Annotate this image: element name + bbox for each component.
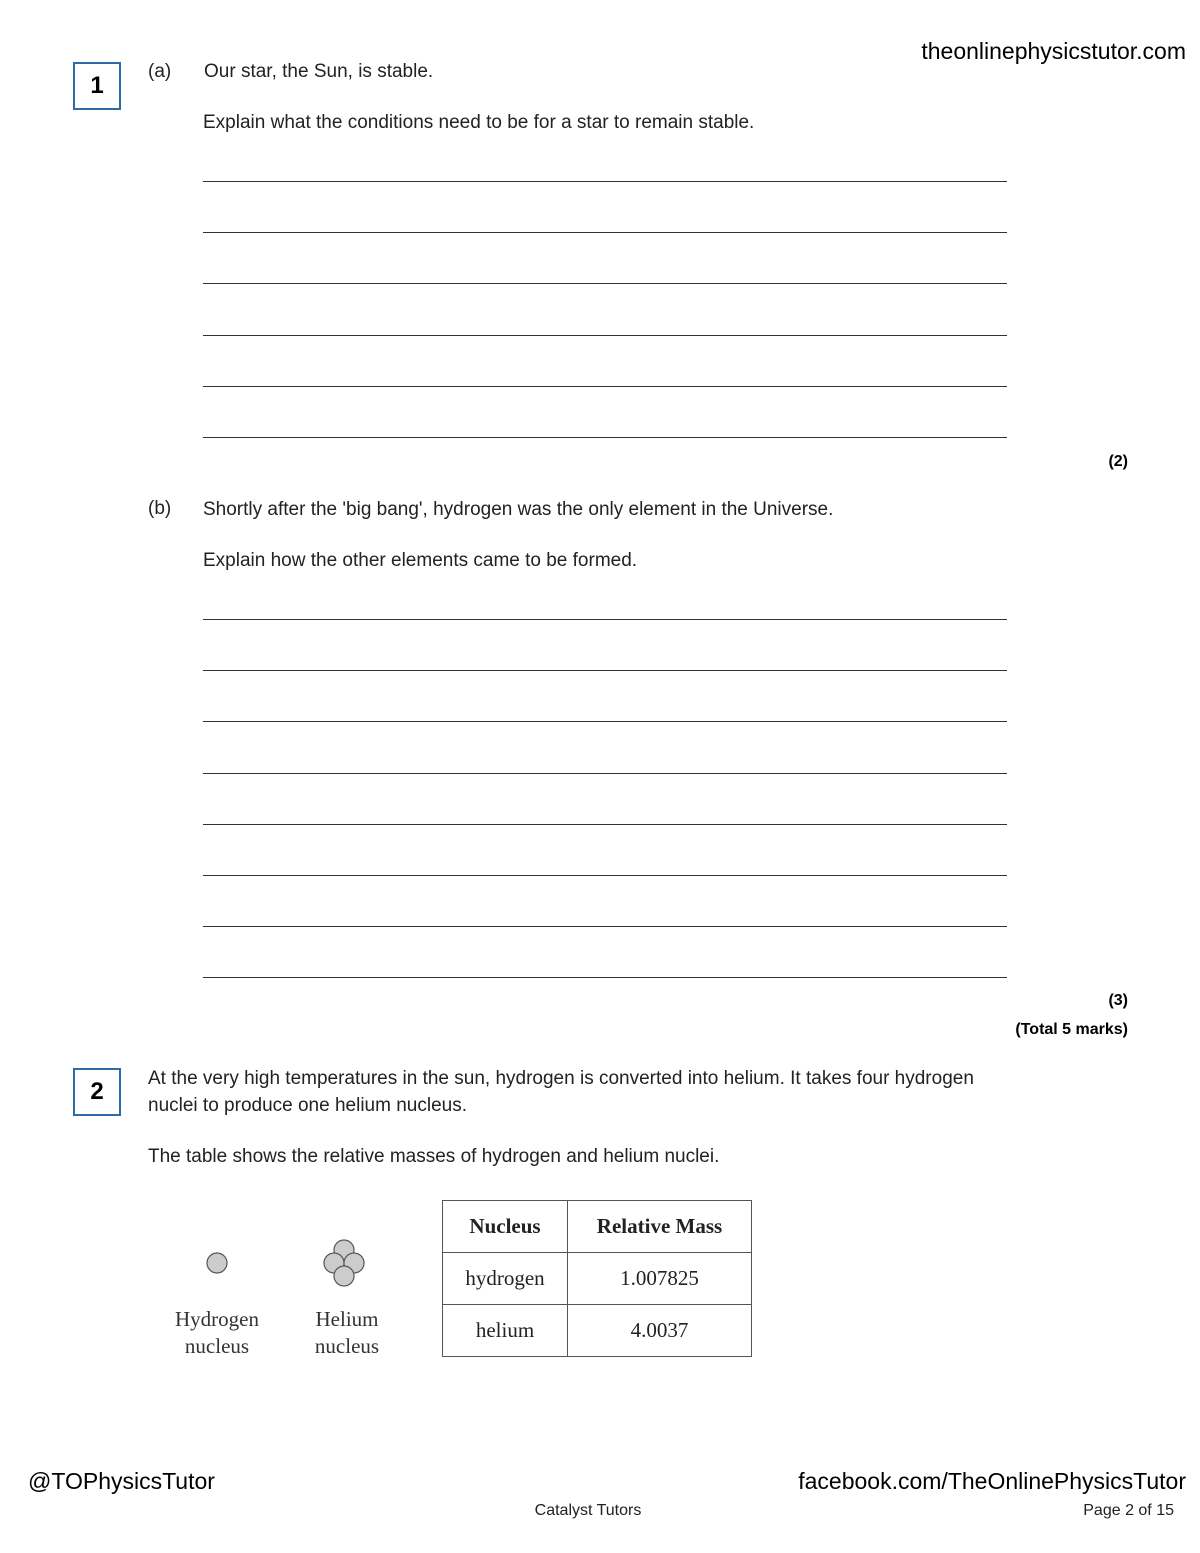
footer-brand: Catalyst Tutors xyxy=(534,1502,642,1519)
table-cell-nucleus: helium xyxy=(443,1305,568,1357)
part-b-marks: (3) xyxy=(1108,992,1128,1009)
facebook-url: facebook.com/TheOnlinePhysicsTutor xyxy=(798,1468,1186,1494)
part-b-prompt: Explain how the other elements came to be formed. xyxy=(203,550,638,571)
column-header-relative-mass: Relative Mass xyxy=(568,1201,752,1253)
question-number-2: 2 xyxy=(73,1068,121,1116)
answer-line-a1[interactable] xyxy=(203,181,1007,182)
relative-mass-table xyxy=(442,1200,752,1357)
answer-line-b4[interactable] xyxy=(203,773,1007,774)
site-url: theonlinephysicstutor.com xyxy=(921,38,1186,64)
answer-line-b8[interactable] xyxy=(203,977,1007,978)
hydrogen-nucleus-label: Hydrogen nucleus xyxy=(175,1307,259,1358)
answer-line-a6[interactable] xyxy=(203,437,1007,438)
table-cell-mass: 1.007825 xyxy=(568,1253,752,1305)
helium-nucleus-label: Helium nucleus xyxy=(314,1307,380,1358)
question-2-intro: At the very high temperatures in the sun, hydrogen is converted into helium. It takes four hydrogen nuclei to produce one helium nucleus. xyxy=(148,1068,974,1116)
answer-line-b3[interactable] xyxy=(203,721,1007,722)
part-a-prompt: Explain what the conditions need to be for a star to remain stable. xyxy=(203,112,755,133)
answer-line-a2[interactable] xyxy=(203,232,1007,233)
twitter-handle: @TOPhysicsTutor xyxy=(28,1468,215,1494)
hydrogen-nucleus-icon xyxy=(207,1253,227,1273)
part-a-marks: (2) xyxy=(1108,453,1128,470)
nuclei-diagram xyxy=(200,1236,380,1292)
answer-line-b6[interactable] xyxy=(203,875,1007,876)
table-intro: The table shows the relative masses of hydrogen and helium nuclei. xyxy=(148,1146,720,1167)
page-number: Page 2 of 15 xyxy=(1083,1502,1174,1519)
answer-line-b5[interactable] xyxy=(203,824,1007,825)
table-cell-mass: 4.0037 xyxy=(568,1305,752,1357)
answer-line-b2[interactable] xyxy=(203,670,1007,671)
table-row xyxy=(443,1305,752,1357)
total-marks: (Total 5 marks) xyxy=(1015,1021,1128,1038)
helium-nucleus-icon xyxy=(324,1240,364,1286)
answer-line-a3[interactable] xyxy=(203,283,1007,284)
question-number-1: 1 xyxy=(73,62,121,110)
answer-line-a4[interactable] xyxy=(203,335,1007,336)
part-a-label: (a) xyxy=(148,61,172,82)
part-b-statement: Shortly after the 'big bang', hydrogen was the only element in the Universe. xyxy=(203,499,834,520)
table-cell-nucleus: hydrogen xyxy=(443,1253,568,1305)
table-row xyxy=(443,1253,752,1305)
part-b-label: (b) xyxy=(148,498,172,519)
answer-line-b7[interactable] xyxy=(203,926,1007,927)
answer-line-b1[interactable] xyxy=(203,619,1007,620)
answer-line-a5[interactable] xyxy=(203,386,1007,387)
column-header-nucleus: Nucleus xyxy=(443,1201,568,1253)
table-header-row xyxy=(443,1201,752,1253)
part-a-statement: Our star, the Sun, is stable. xyxy=(204,61,434,82)
